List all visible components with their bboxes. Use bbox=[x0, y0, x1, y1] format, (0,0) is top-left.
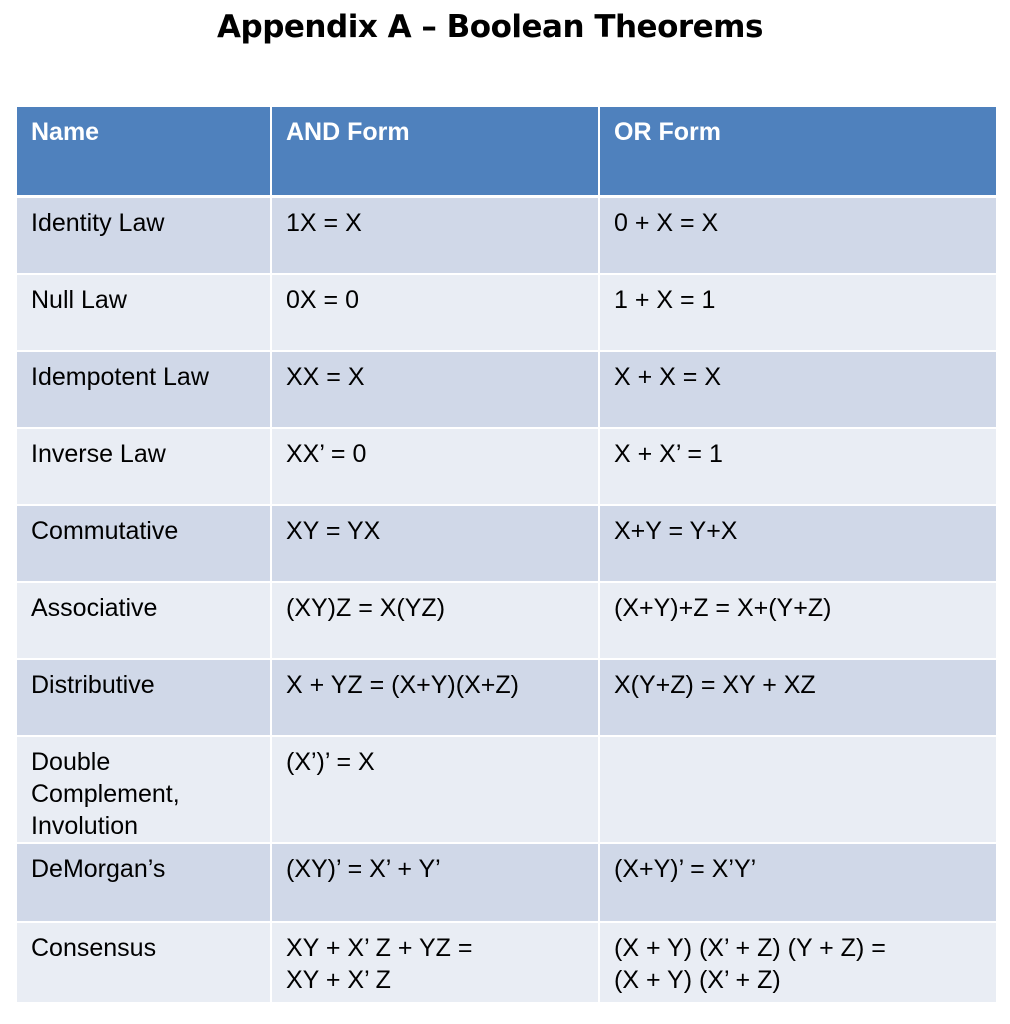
header-name: Name bbox=[16, 106, 271, 197]
cell-and-form-line: XY + X’ Z + YZ = bbox=[286, 934, 473, 962]
cell-name: Associative bbox=[16, 582, 271, 659]
table-row bbox=[16, 843, 997, 922]
cell-or-form-line: (X + Y) (X’ + Z) (Y + Z) = bbox=[614, 934, 886, 962]
cell-and-form: XX’ = 0 bbox=[271, 428, 599, 505]
cell-and-form: 1X = X bbox=[271, 197, 599, 275]
table-row bbox=[16, 351, 997, 428]
header-or-form: OR Form bbox=[599, 106, 997, 197]
cell-name bbox=[16, 736, 271, 843]
cell-name: Null Law bbox=[16, 274, 271, 351]
cell-and-form bbox=[271, 922, 599, 1003]
table-row bbox=[16, 428, 997, 505]
cell-and-form: XY = YX bbox=[271, 505, 599, 582]
cell-name-line: Double bbox=[31, 748, 111, 776]
cell-name: Consensus bbox=[16, 922, 271, 1003]
cell-or-form-line: (X + Y) (X’ + Z) bbox=[614, 966, 781, 994]
cell-and-form: XX = X bbox=[271, 351, 599, 428]
cell-or-form: (X+Y)+Z = X+(Y+Z) bbox=[599, 582, 997, 659]
cell-and-form: X + YZ = (X+Y)(X+Z) bbox=[271, 659, 599, 736]
cell-name: Idempotent Law bbox=[16, 351, 271, 428]
header-and-form: AND Form bbox=[271, 106, 599, 197]
cell-name: DeMorgan’s bbox=[16, 843, 271, 922]
cell-name: Identity Law bbox=[16, 197, 271, 275]
cell-or-form: 0 + X = X bbox=[599, 197, 997, 275]
cell-or-form bbox=[599, 736, 997, 843]
cell-or-form: 1 + X = 1 bbox=[599, 274, 997, 351]
cell-and-form: 0X = 0 bbox=[271, 274, 599, 351]
table-row bbox=[16, 736, 997, 843]
cell-or-form: X+Y = Y+X bbox=[599, 505, 997, 582]
table-row bbox=[16, 922, 997, 1003]
cell-name-line: Involution bbox=[31, 812, 139, 840]
cell-name-line: Complement, bbox=[31, 780, 180, 808]
table-row bbox=[16, 582, 997, 659]
cell-and-form-line: XY + X’ Z bbox=[286, 966, 391, 994]
cell-or-form: X + X = X bbox=[599, 351, 997, 428]
table-row bbox=[16, 274, 997, 351]
table-row bbox=[16, 197, 997, 275]
cell-or-form: X + X’ = 1 bbox=[599, 428, 997, 505]
cell-name: Commutative bbox=[16, 505, 271, 582]
cell-and-form: (XY)Z = X(YZ) bbox=[271, 582, 599, 659]
table-row bbox=[16, 505, 997, 582]
boolean-theorems-table bbox=[15, 105, 998, 1004]
cell-name: Inverse Law bbox=[16, 428, 271, 505]
table-row bbox=[16, 659, 997, 736]
cell-or-form: (X+Y)’ = X’Y’ bbox=[599, 843, 997, 922]
page-title: Appendix A – Boolean Theorems bbox=[217, 9, 763, 45]
cell-and-form: (XY)’ = X’ + Y’ bbox=[271, 843, 599, 922]
cell-name: Distributive bbox=[16, 659, 271, 736]
cell-and-form: (X’)’ = X bbox=[271, 736, 599, 843]
cell-or-form: X(Y+Z) = XY + XZ bbox=[599, 659, 997, 736]
table-header-row bbox=[16, 106, 997, 197]
cell-or-form bbox=[599, 922, 997, 1003]
